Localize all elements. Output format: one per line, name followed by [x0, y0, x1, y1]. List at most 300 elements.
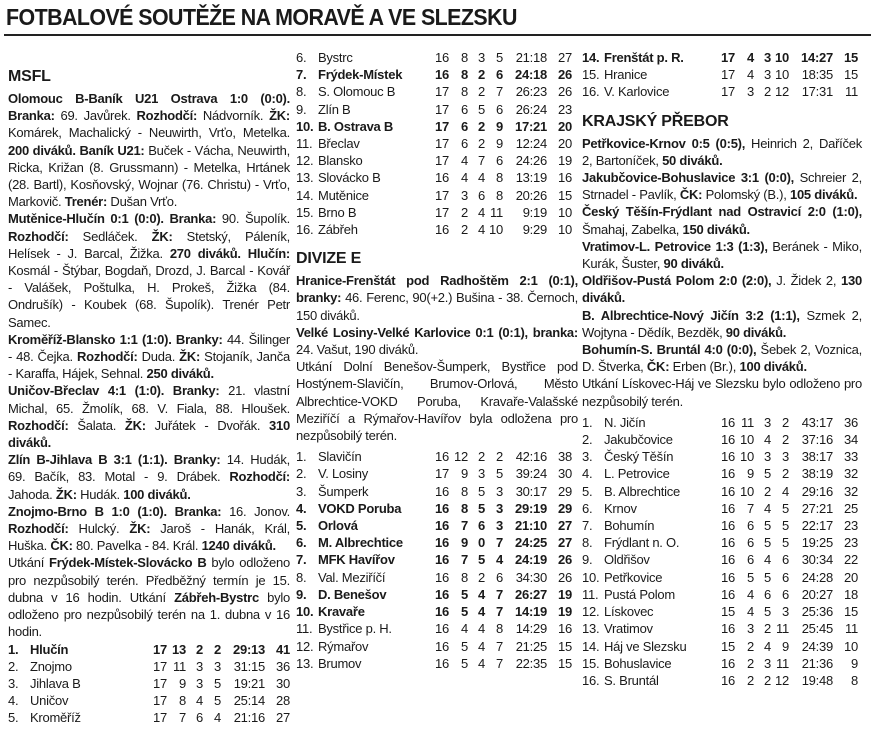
- standings-score: 38:17: [801, 449, 833, 465]
- standings-losses: 5: [214, 675, 221, 691]
- standings-team-name: Vratimov: [604, 621, 653, 637]
- standings-draws: 5: [764, 569, 771, 585]
- standings-losses: 6: [782, 552, 789, 568]
- standings-rank: 2.: [582, 432, 593, 448]
- standings-played: 17: [435, 187, 449, 203]
- standings-played: 16: [435, 50, 449, 65]
- standings-losses: 8: [496, 170, 503, 186]
- standings-points: 32: [844, 466, 858, 482]
- standings-losses: 8: [496, 187, 503, 203]
- standings-team-name: Slavičín: [318, 449, 362, 465]
- standings-score: 14:29: [515, 621, 547, 637]
- standings-wins: 8: [461, 500, 468, 516]
- report-text: Kosmál - Štýbar, Bogdaň, Drozd, J. Barcal - Kovář - Valášek, Poštulka, H. Prokeš, Žižka (84. Ondrušík) - Koubek (68. Šupolík). Trenér Petr Samec.: [8, 263, 290, 330]
- standings-team-name: Rýmařov: [318, 638, 369, 654]
- standings-score: 24:26: [515, 153, 547, 169]
- standings-score: 24:18: [515, 67, 547, 83]
- section-title-msfl: MSFL: [8, 68, 51, 85]
- standings-played: 16: [721, 414, 735, 430]
- standings-table-msfl-part1: [8, 641, 290, 727]
- standings-row: [296, 152, 572, 169]
- standings-points: 26: [558, 67, 572, 83]
- match-report-paragraph: [582, 375, 862, 409]
- standings-row: [8, 658, 290, 675]
- standings-wins: 5: [461, 638, 468, 654]
- report-text: Beránek - Miko, Kurák, Šuster,: [582, 238, 862, 272]
- standings-losses: 7: [496, 655, 503, 671]
- standings-team-name: Bohumín: [604, 518, 655, 534]
- standings-team-name: Krnov: [604, 500, 637, 516]
- standings-team-name: Brumov: [318, 655, 362, 671]
- standings-rank: 2.: [296, 466, 307, 482]
- match-report-paragraph: [582, 169, 862, 203]
- standings-points: 23: [558, 101, 572, 117]
- standings-wins: 9: [747, 466, 754, 482]
- report-bold-text: Trenér:: [64, 194, 108, 210]
- standings-row: [296, 655, 572, 672]
- standings-score: 19:48: [801, 672, 833, 688]
- standings-wins: 4: [747, 67, 754, 83]
- standings-score: 29:13: [233, 641, 265, 657]
- standings-wins: 6: [461, 118, 468, 134]
- standings-row: [296, 534, 572, 551]
- standings-wins: 8: [461, 67, 468, 83]
- standings-score: 20:27: [801, 586, 833, 602]
- report-bold-text: Rozhodčí:: [8, 228, 69, 244]
- report-text: Schreier 2, Strnadel - Pavlík,: [582, 170, 862, 203]
- standings-rank: 6.: [296, 535, 307, 551]
- standings-losses: 3: [782, 449, 789, 465]
- standings-draws: 4: [196, 693, 203, 709]
- standings-draws: 5: [764, 604, 771, 620]
- standings-played: 16: [435, 638, 449, 654]
- standings-row: [582, 638, 858, 655]
- standings-draws: 5: [764, 518, 771, 534]
- standings-wins: 10: [740, 449, 754, 465]
- standings-played: 16: [721, 432, 735, 448]
- standings-wins: 8: [179, 693, 186, 709]
- report-text: Utkání Lískovec-Háj ve Slezsku bylo odloženo pro nezpůsobilý terén.: [582, 376, 862, 409]
- standings-rank: 8.: [296, 84, 307, 100]
- standings-points: 23: [844, 535, 858, 551]
- standings-wins: 4: [461, 153, 468, 169]
- standings-team-name: Slovácko B: [318, 170, 381, 186]
- standings-score: 12:24: [515, 136, 547, 152]
- standings-team-name: V. Losiny: [318, 466, 369, 482]
- match-report-paragraph: [8, 503, 290, 555]
- match-report-paragraph: [8, 451, 290, 503]
- standings-rank: 1.: [296, 449, 307, 465]
- standings-played: 16: [721, 621, 735, 637]
- standings-points: 41: [276, 641, 290, 657]
- standings-wins: 9: [461, 466, 468, 482]
- report-text: Hulcký.: [68, 521, 130, 537]
- standings-wins: 4: [747, 50, 754, 65]
- standings-wins: 2: [461, 204, 468, 220]
- report-bold-text: 1240 diváků.: [201, 538, 276, 554]
- report-bold-text: Rozhodčí:: [76, 349, 138, 365]
- report-text: 44. Šilinger - 48. Čejka.: [8, 331, 290, 365]
- standings-played: 17: [435, 466, 449, 482]
- standings-draws: 7: [478, 153, 485, 169]
- report-text: Utkání: [8, 555, 50, 571]
- report-bold-text: Znojmo-Brno B 1:0 (1:0). Branka:: [8, 503, 222, 519]
- standings-rank: 14.: [296, 187, 314, 203]
- report-bold-text: 270 diváků.: [169, 245, 241, 261]
- standings-losses: 9: [496, 136, 503, 152]
- standings-wins: 5: [747, 569, 754, 585]
- match-reports-msfl: [8, 90, 290, 641]
- standings-team-name: Český Těšín: [604, 449, 674, 465]
- standings-draws: 3: [764, 50, 771, 65]
- standings-score: 19:21: [233, 675, 265, 691]
- standings-draws: 5: [478, 552, 485, 568]
- standings-losses: 3: [496, 518, 503, 534]
- standings-losses: 2: [496, 449, 503, 465]
- standings-draws: 3: [764, 655, 771, 671]
- standings-points: 26: [558, 569, 572, 585]
- standings-draws: 6: [196, 710, 203, 726]
- standings-row: [296, 517, 572, 534]
- standings-losses: 2: [782, 466, 789, 482]
- standings-draws: 2: [478, 67, 485, 83]
- report-bold-text: ČK:: [50, 538, 73, 554]
- standings-points: 16: [558, 621, 572, 637]
- standings-score: 24:19: [515, 552, 547, 568]
- standings-points: 8: [851, 672, 858, 688]
- standings-played: 16: [435, 483, 449, 499]
- standings-wins: 4: [461, 170, 468, 186]
- report-text: Hudák.: [76, 486, 124, 502]
- report-text: Stojaník, Janča - Karaffa, Hájek, Sehnal.: [8, 349, 291, 382]
- report-text: 90. Šupolík.: [216, 211, 290, 227]
- standings-points: 26: [558, 552, 572, 568]
- report-text: Sedláček.: [68, 228, 152, 244]
- standings-points: 20: [558, 118, 572, 134]
- standings-losses: 3: [496, 483, 503, 499]
- standings-points: 29: [558, 483, 572, 499]
- standings-row: [296, 569, 572, 586]
- standings-wins: 8: [461, 569, 468, 585]
- standings-row: [296, 483, 572, 500]
- standings-row: [296, 135, 572, 152]
- standings-losses: 4: [782, 483, 789, 499]
- standings-losses: 4: [214, 710, 221, 726]
- standings-wins: 6: [747, 518, 754, 534]
- standings-score: 24:28: [801, 569, 833, 585]
- standings-played: 16: [435, 586, 449, 602]
- standings-draws: 3: [478, 466, 485, 482]
- standings-wins: 6: [461, 101, 468, 117]
- standings-team-name: Frenštát p. R.: [604, 50, 684, 65]
- column-divize-e: [296, 49, 578, 672]
- standings-losses: 3: [496, 500, 503, 516]
- standings-played: 16: [721, 449, 735, 465]
- standings-points: 11: [845, 621, 858, 637]
- standings-points: 30: [276, 675, 290, 691]
- standings-losses: 2: [782, 414, 789, 430]
- report-text: Jahoda.: [8, 486, 56, 502]
- report-bold-text: Rozhodčí:: [136, 108, 198, 124]
- standings-points: 15: [844, 604, 858, 620]
- report-text: Szmek 2, Wojtyna - Dědík, Bezděk,: [582, 307, 863, 340]
- standings-wins: 7: [461, 552, 468, 568]
- standings-row: [296, 221, 572, 238]
- standings-draws: 6: [478, 518, 485, 534]
- standings-rank: 5.: [582, 483, 593, 499]
- report-text: Juřátek - Dvořák.: [145, 417, 270, 433]
- standings-draws: 5: [764, 535, 771, 551]
- standings-draws: 0: [478, 535, 485, 551]
- standings-points: 19: [558, 604, 572, 620]
- report-text: 14. Hudák, 69. Bačík, 83. Motal - 9. Drábek.: [8, 452, 290, 485]
- report-text: 24. Vašut, 190 diváků.: [296, 342, 419, 358]
- standings-score: 21:36: [801, 655, 833, 671]
- standings-draws: 4: [764, 552, 771, 568]
- report-bold-text: Kroměříž-Blansko 1:1 (1:0). Branky:: [8, 331, 223, 347]
- standings-losses: 6: [782, 586, 789, 602]
- report-bold-text: Olomouc B-Baník U21 Ostrava 1:0 (0:0). Branka:: [8, 91, 290, 124]
- standings-points: 16: [558, 170, 572, 186]
- report-text: Komárek, Machalický - Neuwirth, Vrťo, Metelka.: [8, 125, 290, 141]
- standings-draws: 6: [764, 586, 771, 602]
- standings-points: 34: [844, 432, 858, 448]
- report-bold-text: ŽK:: [55, 486, 77, 502]
- standings-losses: 4: [496, 552, 503, 568]
- report-bold-text: ŽK:: [179, 349, 201, 365]
- standings-score: 26:23: [515, 84, 547, 100]
- standings-score: 25:36: [801, 604, 833, 620]
- standings-score: 38:19: [801, 466, 833, 482]
- standings-team-name: Frýdlant n. O.: [604, 535, 680, 551]
- standings-played: 17: [435, 153, 449, 169]
- standings-team-name: Hlučín: [30, 641, 69, 657]
- standings-row: [8, 692, 290, 709]
- report-text: Nádvorník.: [197, 108, 270, 124]
- report-text: Heinrich 2, Daříček 2, Bartoníček,: [582, 135, 862, 168]
- report-bold-text: Hlučín:: [247, 245, 290, 261]
- standings-score: 30:17: [515, 483, 547, 499]
- standings-rank: 10.: [296, 604, 314, 620]
- standings-row: [296, 118, 572, 135]
- headline-rule: [4, 34, 871, 36]
- standings-row: [582, 672, 858, 689]
- standings-draws: 4: [478, 655, 485, 671]
- report-bold-text: 310 diváků.: [8, 417, 290, 451]
- standings-team-name: Orlová: [318, 518, 358, 534]
- standings-score: 25:45: [801, 621, 833, 637]
- standings-score: 14:19: [515, 604, 547, 620]
- match-report-paragraph: [296, 272, 578, 324]
- standings-losses: 7: [496, 638, 503, 654]
- standings-rank: 13.: [582, 621, 600, 637]
- standings-wins: 7: [179, 710, 186, 726]
- report-text: Jaroš - Hanák, Král, Huška.: [8, 521, 290, 554]
- standings-team-name: Hranice: [604, 67, 648, 83]
- standings-losses: 6: [496, 153, 503, 169]
- standings-team-name: Háj ve Slezsku: [604, 638, 687, 654]
- standings-draws: 4: [764, 638, 771, 654]
- report-text: Buček - Vácha, Neuwirth, Ricka, Križan (8. Grussmann) - Metelka, Hrtánek (28. Bartl), Kosňovský, Wojnar (76. Christu) - Vrťo, Markovič.: [8, 142, 290, 210]
- match-report-paragraph: [8, 331, 290, 383]
- standings-row: [296, 465, 572, 482]
- standings-draws: 4: [478, 638, 485, 654]
- standings-row: [582, 603, 858, 620]
- standings-draws: 3: [764, 67, 771, 83]
- standings-row: [296, 66, 572, 83]
- standings-row: [582, 465, 858, 482]
- standings-wins: 11: [173, 658, 186, 674]
- standings-row: [296, 551, 572, 568]
- standings-points: 9: [851, 655, 858, 671]
- standings-played: 17: [153, 641, 167, 657]
- standings-rank: 15.: [582, 655, 600, 671]
- standings-team-name: S. Bruntál: [604, 672, 659, 688]
- standings-played: 16: [721, 672, 735, 688]
- standings-score: 31:15: [233, 658, 265, 674]
- match-report-paragraph: [8, 554, 290, 640]
- standings-table-krajsky-prebor: [582, 414, 858, 689]
- standings-wins: 4: [747, 586, 754, 602]
- report-text: Dušan Vrťo.: [107, 194, 178, 210]
- standings-points: 27: [558, 518, 572, 534]
- standings-losses: 10: [775, 50, 789, 65]
- standings-played: 17: [435, 204, 449, 220]
- report-text: bylo odloženo pro nezpůsobilý terén na 1. dubna v 16 hodin.: [8, 589, 290, 640]
- standings-team-name: L. Petrovice: [604, 466, 670, 482]
- standings-row: [296, 49, 572, 66]
- standings-points: 38: [558, 449, 572, 465]
- standings-rank: 14.: [582, 50, 600, 65]
- standings-score: 21:18: [515, 50, 547, 65]
- standings-score: 9:29: [522, 222, 547, 238]
- report-text: [241, 246, 248, 261]
- standings-points: 11: [845, 84, 858, 100]
- standings-rank: 4.: [8, 693, 19, 709]
- standings-rank: 16.: [582, 672, 600, 688]
- report-bold-text: 50 diváků.: [662, 152, 723, 168]
- standings-played: 16: [435, 449, 449, 465]
- report-bold-text: Hranice-Frenštát pod Radhoštěm 2:1 (0:1), branky:: [296, 273, 578, 306]
- standings-rank: 9.: [582, 552, 593, 568]
- standings-score: 37:16: [801, 432, 833, 448]
- standings-wins: 7: [461, 518, 468, 534]
- standings-played: 17: [435, 101, 449, 117]
- standings-row: [582, 517, 858, 534]
- standings-played: 17: [153, 658, 167, 674]
- standings-played: 17: [153, 675, 167, 691]
- standings-points: 15: [558, 655, 572, 671]
- match-reports-divize-e: [296, 272, 578, 444]
- standings-played: 17: [153, 693, 167, 709]
- standings-team-name: Val. Meziříčí: [318, 569, 386, 585]
- section-title-divize-e: DIVIZE E: [296, 250, 362, 268]
- standings-row: [296, 620, 572, 637]
- standings-table-divize-e-part2: [582, 49, 858, 101]
- standings-played: 16: [435, 569, 449, 585]
- standings-played: 16: [721, 483, 735, 499]
- match-report-paragraph: [582, 135, 862, 169]
- standings-score: 21:10: [515, 518, 547, 534]
- report-text: Utkání Dolní Benešov-Šumperk, Bystřice pod Hostýnem-Slavičín, Brumov-Orlová, Město Albrechtice-VOKD Poruba, Kravaře-Valašské Meziříčí a Rýmařov-Havířov byla odložena pro nezpůsobilý terén.: [296, 359, 578, 444]
- standings-losses: 12: [775, 84, 789, 100]
- standings-score: 27:21: [801, 500, 833, 516]
- standings-team-name: M. Albrechtice: [318, 535, 403, 551]
- standings-points: 27: [558, 50, 572, 65]
- standings-draws: 2: [764, 483, 771, 499]
- standings-wins: 2: [747, 655, 754, 671]
- standings-losses: 9: [782, 638, 789, 654]
- standings-played: 17: [435, 84, 449, 100]
- report-text: bylo odloženo pro nezpůsobilý terén. Předběžný termín je 15. dubna v 16 hodin. Utkání: [8, 555, 290, 605]
- standings-losses: 5: [496, 466, 503, 482]
- standings-points: 25: [844, 500, 858, 516]
- standings-points: 19: [558, 153, 572, 169]
- standings-losses: 11: [776, 621, 789, 637]
- standings-points: 15: [558, 187, 572, 203]
- standings-row: [582, 655, 858, 672]
- report-text: 46. Ferenc, 90(+2.) Bušina - 38. Černoch, 150 diváků.: [296, 290, 578, 323]
- standings-played: 16: [721, 655, 735, 671]
- page-headline: FOTBALOVÉ SOUTĚŽE NA MORAVĚ A VE SLEZSKU: [6, 4, 517, 30]
- standings-rank: 6.: [296, 50, 307, 65]
- report-text: Stetský, Páleník, Helísek - J. Barcal, Žižka.: [8, 228, 290, 261]
- standings-rank: 5.: [296, 518, 307, 534]
- standings-points: 33: [844, 449, 858, 465]
- standings-team-name: Lískovec: [604, 604, 654, 620]
- match-report-paragraph: [582, 341, 862, 375]
- standings-wins: 3: [747, 621, 754, 637]
- report-bold-text: Baník U21:: [79, 142, 145, 158]
- standings-points: 32: [844, 483, 858, 499]
- standings-row: [8, 709, 290, 726]
- standings-draws: 2: [478, 136, 485, 152]
- standings-losses: 6: [496, 67, 503, 83]
- standings-played: 16: [435, 552, 449, 568]
- standings-played: 16: [435, 655, 449, 671]
- standings-played: 15: [721, 604, 735, 620]
- standings-losses: 3: [782, 604, 789, 620]
- report-bold-text: Velké Losiny-Velké Karlovice 0:1 (0:1), branka:: [296, 324, 578, 340]
- standings-played: 17: [153, 710, 167, 726]
- standings-row: [296, 101, 572, 118]
- standings-rank: 12.: [296, 638, 314, 654]
- report-text: Duda.: [137, 349, 180, 365]
- standings-score: 42:16: [515, 449, 547, 465]
- match-report-paragraph: [296, 324, 578, 358]
- report-bold-text: Rozhodčí:: [8, 417, 69, 433]
- standings-played: 16: [721, 586, 735, 602]
- report-bold-text: 150 diváků.: [682, 221, 750, 237]
- standings-wins: 12: [454, 449, 468, 465]
- report-text: 69. Javůrek.: [54, 108, 137, 124]
- standings-table-msfl-part2: [296, 49, 572, 238]
- standings-losses: 5: [496, 50, 503, 65]
- standings-score: 14:27: [801, 50, 833, 65]
- standings-points: 36: [276, 658, 290, 674]
- standings-team-name: Šumperk: [318, 483, 369, 499]
- standings-score: 39:24: [515, 466, 547, 482]
- standings-team-name: Zlín B: [318, 101, 351, 117]
- match-report-paragraph: [8, 210, 290, 330]
- standings-rank: 3.: [8, 675, 19, 691]
- column-msfl: [8, 66, 290, 727]
- standings-rank: 1.: [582, 414, 593, 430]
- standings-row: [582, 414, 858, 431]
- standings-team-name: Mutěnice: [318, 187, 369, 203]
- standings-row: [582, 66, 858, 83]
- standings-wins: 5: [461, 586, 468, 602]
